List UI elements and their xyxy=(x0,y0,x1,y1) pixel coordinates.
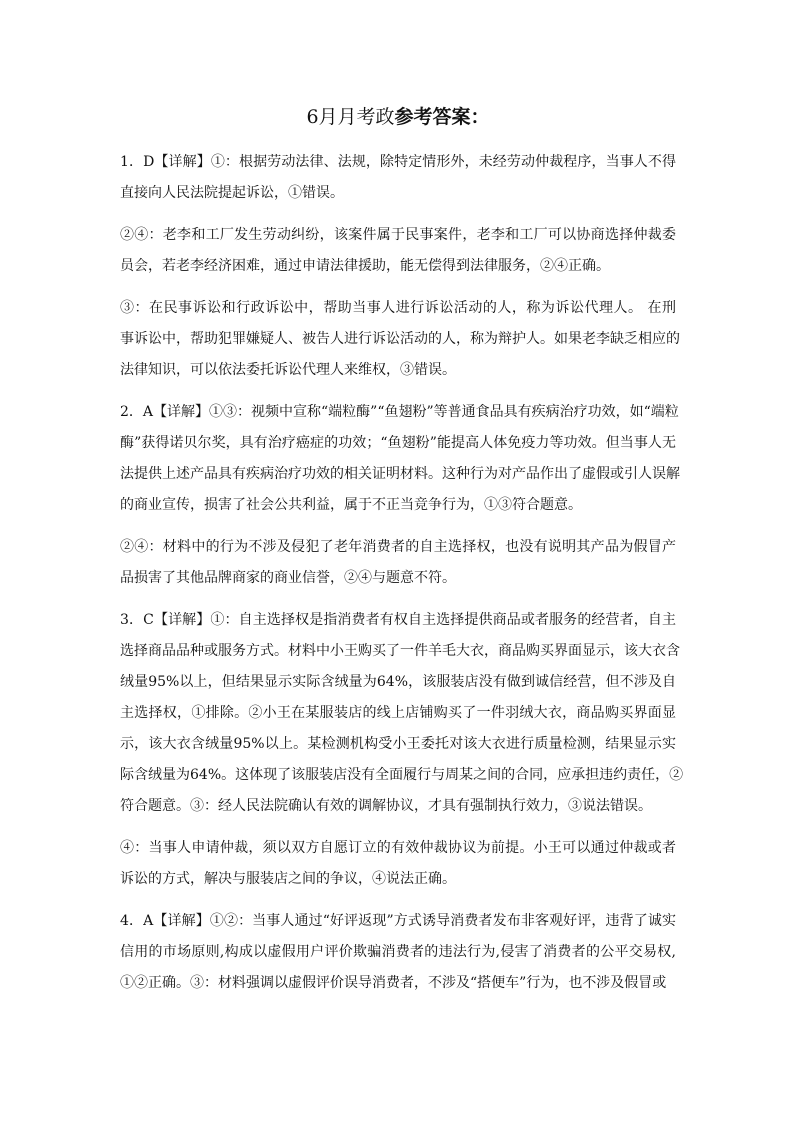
page-title xyxy=(120,102,676,133)
answer-list xyxy=(120,147,684,999)
title-text: 6月月考政 xyxy=(306,106,395,128)
text-line: 信用的市场原则,构成以虚假用户评价欺骗消费者的违法行为,侵害了消费者的公平交易权, xyxy=(120,944,676,960)
text-line: 2．A【详解】①③：视频中宣称“端粒酶”“鱼翅粉”等普通食品具有疾病治疗功效，如“端粒 xyxy=(120,404,679,420)
text-line: 3．C【详解】①：自主选择权是指消费者有权自主选择提供商品或者服务的经营者，自主 xyxy=(120,612,676,628)
answer-paragraph xyxy=(120,833,676,895)
text-line: 法提供上述产品具有疾病治疗功效的相关证明材料。这种行为对产品作出了虚假或引人误解 xyxy=(120,466,680,482)
answer-paragraph xyxy=(120,532,676,594)
text-line: 绒量95%以上，但结果显示实际含绒量为64%，该服装店没有做到诚信经营，但不涉及自 xyxy=(120,674,676,690)
text-line: 选择商品品种或服务方式。材料中小王购买了一件羊毛大衣，商品购买界面显示，该大衣含 xyxy=(120,643,680,659)
text-line: ④：当事人申请仲裁，须以双方自愿订立的有效仲裁协议为前提。小王可以通过仲裁或者 xyxy=(120,840,676,856)
answer-paragraph xyxy=(120,147,676,209)
document-body xyxy=(120,102,684,1010)
text-line: ②④：老李和工厂发生劳动纠纷，该案件属于民事案件，老李和工厂可以协商选择仲裁委 xyxy=(120,227,676,243)
text-line: 直接向人民法院提起诉讼，①错误。 xyxy=(120,185,344,201)
text-line: 示，该大衣含绒量95%以上。某检测机构受小王委托对该大衣进行质量检测，结果显示实 xyxy=(120,736,676,752)
answer-paragraph xyxy=(120,906,676,999)
answer-paragraph xyxy=(120,397,680,521)
text-line: 法律知识，可以依法委托诉讼代理人来维权，③错误。 xyxy=(120,362,456,378)
text-line: 诉讼的方式，解决与服装店之间的争议，④说法正确。 xyxy=(120,871,456,887)
text-line: 际含绒量为64%。这体现了该服装店没有全面履行与周某之间的合同，应承担违约责任，② xyxy=(120,767,684,783)
text-line: 品损害了其他品牌商家的商业信誉，②④与题意不符。 xyxy=(120,570,456,586)
text-line: 的商业宣传，损害了社会公共利益，属于不正当竞争行为，①③符合题意。 xyxy=(120,497,582,513)
text-line: ③：在民事诉讼和行政诉讼中，帮助当事人进行诉讼活动的人，称为诉讼代理人。 在刑 xyxy=(120,300,676,316)
answer-paragraph xyxy=(120,220,676,282)
text-line: 1．D【详解】①：根据劳动法律、法规，除特定情形外，未经劳动仲裁程序，当事人不得 xyxy=(120,154,676,170)
text-line: 主选择权，①排除。②小王在某服装店的线上店铺购买了一件羽绒大衣，商品购买界面显 xyxy=(120,705,676,721)
answer-paragraph xyxy=(120,293,680,386)
text-line: 事诉讼中，帮助犯罪嫌疑人、被告人进行诉讼活动的人，称为辩护人。如果老李缺乏相应的 xyxy=(120,331,680,347)
answer-paragraph xyxy=(120,605,684,822)
text-line: 员会，若老李经济困难，通过申请法律援助，能无偿得到法律服务，②④正确。 xyxy=(120,258,610,274)
text-line: 酶”获得诺贝尔奖，具有治疗癌症的功效；“鱼翅粉”能提高人体免疫力等功效。但当事人无 xyxy=(120,435,676,451)
text-line: 4．A【详解】①②：当事人通过“好评返现”方式诱导消费者发布非客观好评，违背了诚实 xyxy=(120,913,676,929)
text-line: ①②正确。③：材料强调以虚假评价误导消费者，不涉及“搭便车”行为，也不涉及假冒或 xyxy=(120,975,667,991)
text-line: ②④：材料中的行为不涉及侵犯了老年消费者的自主选择权，也没有说明其产品为假冒产 xyxy=(120,539,676,555)
title-bold-text: 参考答案： xyxy=(394,106,490,128)
text-line: 符合题意。③：经人民法院确认有效的调解协议，才具有强制执行效力，③说法错误。 xyxy=(120,798,652,814)
